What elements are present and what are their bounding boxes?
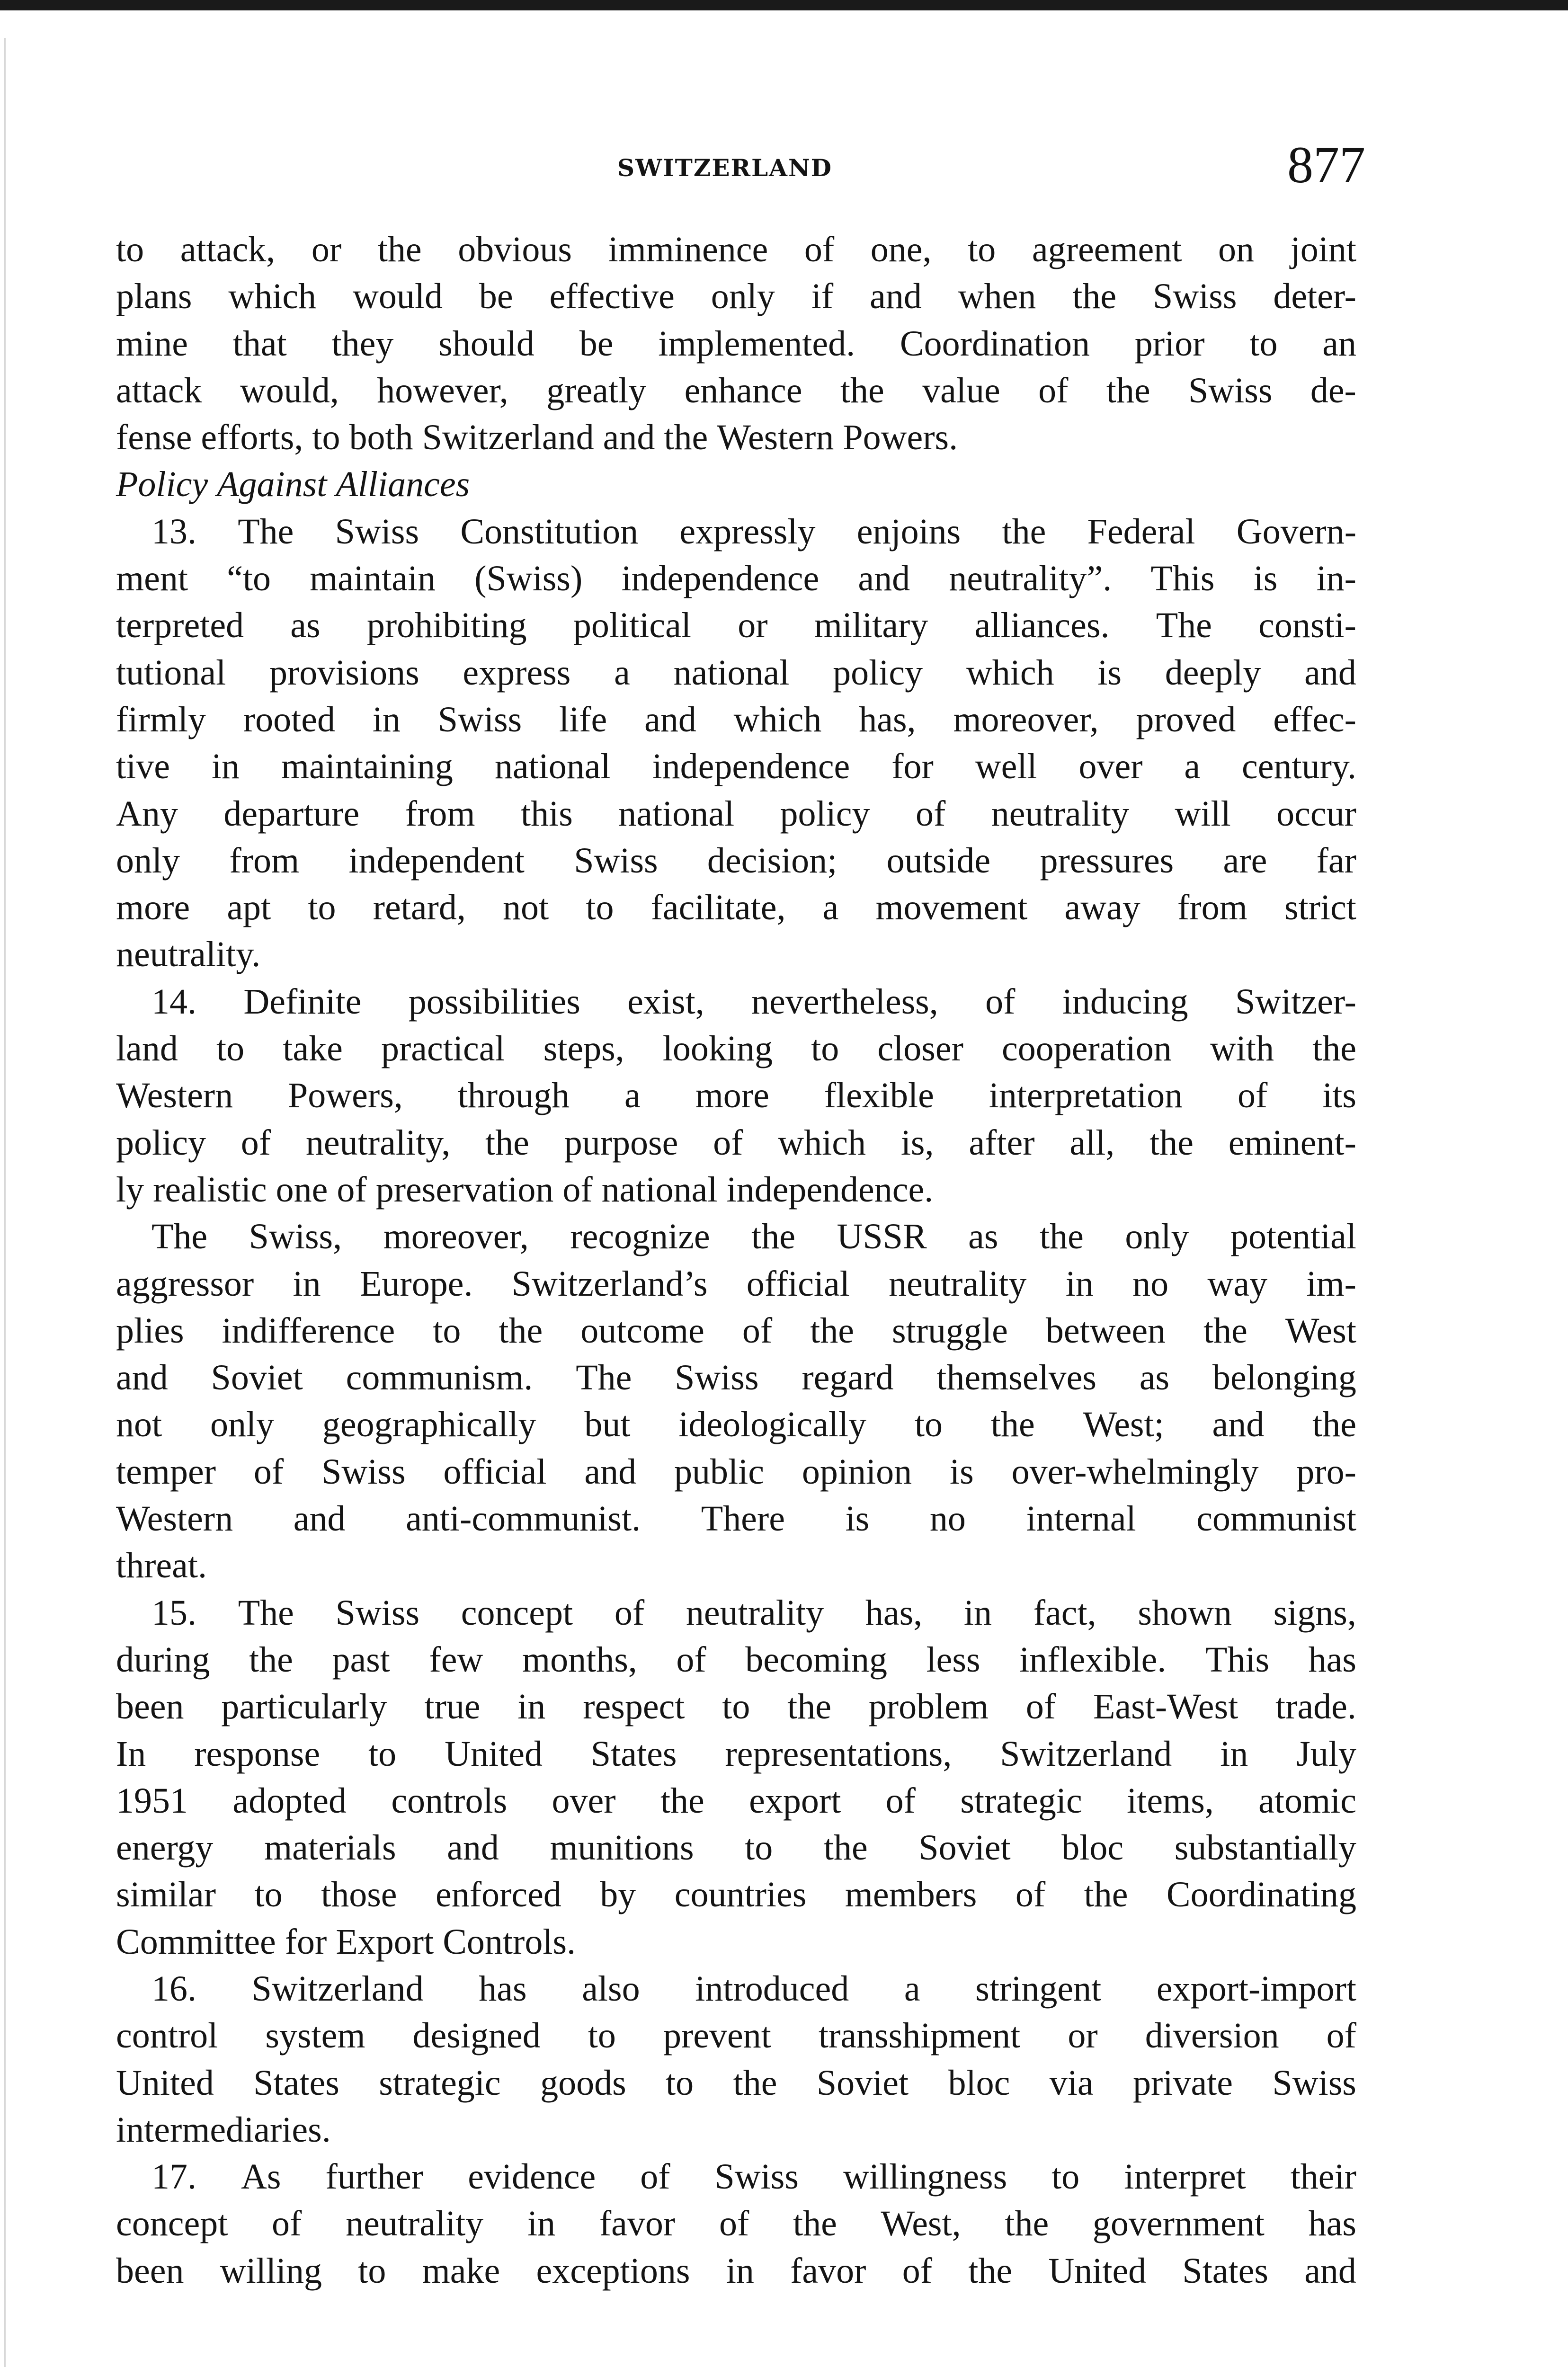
text-line: firmly rooted in Swiss life and which has, moreover, proved effec- xyxy=(116,699,1356,739)
text-line: plies indifference to the outcome of the struggle between the West xyxy=(116,1310,1356,1351)
text-line: land to take practical steps, looking to closer cooperation with the xyxy=(116,1029,1356,1069)
text-line: Any departure from this national policy of neutrality will occur xyxy=(116,793,1356,834)
text-line: Western and anti-communist. There is no internal communist xyxy=(116,1499,1356,1539)
text-line: ment “to maintain (Swiss) independence and neutrality”. This is in- xyxy=(116,559,1356,599)
text-line: temper of Swiss official and public opinion is over-whelmingly pro- xyxy=(116,1451,1356,1492)
text-line: more apt to retard, not to facilitate, a movement away from strict xyxy=(116,888,1356,928)
text-line: United States strategic goods to the Soviet bloc via private Swiss xyxy=(116,2063,1356,2103)
text-line: 17. As further evidence of Swiss willingness to interpret their xyxy=(151,2157,1356,2197)
text-line: 1951 adopted controls over the export of strategic items, atomic xyxy=(116,1780,1356,1821)
text-line: terpreted as prohibiting political or military alliances. The consti- xyxy=(116,605,1356,646)
text-line: In response to United States representations, Switzerland in July xyxy=(116,1734,1356,1774)
text-line: concept of neutrality in favor of the West, the government has xyxy=(116,2204,1356,2244)
text-line: not only geographically but ideologically to the West; and the xyxy=(116,1405,1356,1445)
text-line: Committee for Export Controls. xyxy=(116,1922,576,1962)
text-line: Western Powers, through a more flexible interpretation of its xyxy=(116,1076,1356,1116)
scan-left-edge xyxy=(4,38,6,2367)
page-number: 877 xyxy=(1287,136,1365,194)
text-line: attack would, however, greatly enhance the value of the Swiss de- xyxy=(116,370,1356,410)
text-line: fense efforts, to both Switzerland and the Western Powers. xyxy=(116,418,958,458)
text-line: tive in maintaining national independence for well over a century. xyxy=(116,747,1356,787)
text-line: threat. xyxy=(116,1546,207,1586)
text-line: The Swiss, moreover, recognize the USSR as the only potential xyxy=(151,1217,1356,1257)
text-line: energy materials and munitions to the Soviet bloc substantially xyxy=(116,1828,1356,1868)
text-line: only from independent Swiss decision; outside pressures are far xyxy=(116,840,1356,881)
text-line: ly realistic one of preservation of national independence. xyxy=(116,1169,934,1210)
section-heading: Policy Against Alliances xyxy=(116,464,470,505)
text-line: 14. Definite possibilities exist, nevertheless, of inducing Switzer- xyxy=(151,981,1356,1022)
scan-top-edge xyxy=(0,0,1568,10)
text-line: and Soviet communism. The Swiss regard themselves as belonging xyxy=(116,1358,1356,1398)
text-line: 15. The Swiss concept of neutrality has, in fact, shown signs, xyxy=(151,1593,1356,1633)
text-line: intermediaries. xyxy=(116,2109,331,2150)
text-line: policy of neutrality, the purpose of which is, after all, the eminent- xyxy=(116,1122,1356,1163)
text-line: been willing to make exceptions in favor of the United States and xyxy=(116,2251,1356,2291)
text-line: tutional provisions express a national policy which is deeply and xyxy=(116,652,1356,693)
text-line: to attack, or the obvious imminence of one, to agreement on joint xyxy=(116,230,1356,269)
text-line: 13. The Swiss Constitution expressly enjoins the Federal Govern- xyxy=(151,511,1356,552)
text-line: aggressor in Europe. Switzerland’s official neutrality in no way im- xyxy=(116,1264,1356,1304)
text-line: neutrality. xyxy=(116,934,261,975)
text-line: 16. Switzerland has also introduced a stringent export-import xyxy=(151,1968,1356,2009)
body-text xyxy=(116,226,1356,2295)
text-line: mine that they should be implemented. Coordination prior to an xyxy=(116,323,1356,364)
running-head: SWITZERLAND xyxy=(617,154,833,182)
text-line: plans which would be effective only if and when the Swiss deter- xyxy=(116,276,1356,317)
text-line: during the past few months, of becoming less inflexible. This has xyxy=(116,1639,1356,1680)
text-line: similar to those enforced by countries members of the Coordinating xyxy=(116,1875,1356,1915)
text-line: control system designed to prevent transshipment or diversion of xyxy=(116,2016,1356,2056)
text-line: been particularly true in respect to the problem of East-West trade. xyxy=(116,1687,1356,1727)
